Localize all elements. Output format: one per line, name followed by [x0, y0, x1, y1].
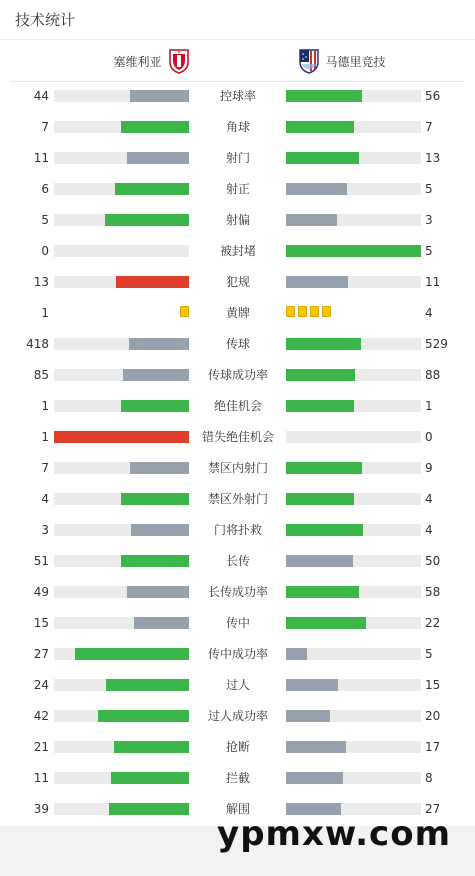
stat-row	[0, 298, 475, 329]
away-stat-value: 56	[425, 89, 441, 103]
home-stat-value: 5	[41, 213, 49, 227]
away-stat-value: 1	[425, 399, 433, 413]
home-stat-value: 39	[33, 802, 49, 816]
away-stat-value: 11	[425, 275, 441, 289]
away-stat-bar-fill	[286, 462, 362, 474]
away-stat-bar-fill	[286, 493, 354, 505]
home-stat-bar-fill	[105, 214, 189, 226]
away-stat-value: 15	[425, 678, 441, 692]
stat-row	[0, 732, 475, 763]
stat-label: 传球	[225, 337, 250, 351]
home-stat-bar-fill	[109, 803, 189, 815]
home-stat-value: 42	[33, 709, 49, 723]
home-stat-bar	[54, 152, 189, 164]
home-stat-bar	[54, 586, 189, 598]
away-stat-bar	[286, 121, 421, 133]
away-stat-value: 27	[425, 802, 441, 816]
stat-row	[0, 670, 475, 701]
away-stat-bar-fill	[286, 741, 346, 753]
home-stat-bar-fill	[115, 183, 189, 195]
stat-label: 传中	[225, 616, 250, 630]
stat-row	[0, 484, 475, 515]
sevilla-crest-icon	[168, 48, 190, 74]
away-stat-value: 3	[425, 213, 433, 227]
stat-label: 拦截	[225, 771, 250, 785]
stat-row	[0, 143, 475, 174]
stat-label: 抢断	[225, 740, 250, 754]
home-stat-bar-fill	[134, 617, 189, 629]
away-stat-bar	[286, 586, 421, 598]
stat-row	[0, 267, 475, 298]
home-stat-bar-fill	[130, 462, 189, 474]
away-yellow-cards	[286, 306, 331, 317]
site-watermark: ypmxw.com	[217, 814, 451, 854]
away-stat-bar-fill	[286, 90, 362, 102]
home-stat-bar	[54, 493, 189, 505]
home-stat-bar	[54, 245, 189, 257]
stat-row	[0, 205, 475, 236]
home-stat-value: 44	[33, 89, 49, 103]
away-stat-bar-fill	[286, 524, 363, 536]
home-stat-bar	[54, 462, 189, 474]
stat-label: 黄牌	[225, 306, 250, 320]
away-stat-bar-fill	[286, 617, 366, 629]
stat-row	[0, 546, 475, 577]
home-team-name: 塞维利亚	[113, 54, 162, 69]
away-stat-value: 4	[425, 306, 433, 320]
stat-label: 绝佳机会	[213, 399, 262, 413]
home-stat-bar	[54, 121, 189, 133]
away-stat-bar-fill	[286, 400, 354, 412]
home-stat-bar	[54, 772, 189, 784]
stat-label: 射门	[225, 151, 250, 165]
stat-row	[0, 515, 475, 546]
away-stat-bar	[286, 90, 421, 102]
home-stat-bar-fill	[75, 648, 189, 660]
away-stat-bar	[286, 431, 421, 443]
home-stat-value: 418	[26, 337, 49, 351]
yellow-card-icon	[180, 306, 189, 317]
teams-bar	[10, 41, 465, 82]
away-stat-bar	[286, 648, 421, 660]
home-stat-value: 24	[33, 678, 49, 692]
home-stat-bar-fill	[54, 431, 189, 443]
home-stat-bar-fill	[116, 276, 189, 288]
home-stat-bar	[54, 183, 189, 195]
home-stat-value: 21	[33, 740, 49, 754]
away-stat-bar	[286, 710, 421, 722]
away-stat-bar-fill	[286, 772, 343, 784]
home-stat-bar	[54, 710, 189, 722]
away-stat-bar	[286, 214, 421, 226]
stat-row	[0, 112, 475, 143]
home-stat-value: 7	[41, 461, 49, 475]
home-stat-value: 11	[33, 151, 49, 165]
stat-label: 传球成功率	[207, 368, 268, 382]
stat-label: 解围	[225, 802, 250, 816]
away-stat-value: 7	[425, 120, 433, 134]
away-stat-value: 4	[425, 492, 433, 506]
away-stat-bar	[286, 276, 421, 288]
away-stat-bar	[286, 741, 421, 753]
away-stat-bar	[286, 338, 421, 350]
away-stat-bar-fill	[286, 710, 330, 722]
home-stat-bar	[54, 214, 189, 226]
away-stat-bar-fill	[286, 245, 421, 257]
away-stat-bar	[286, 772, 421, 784]
away-stat-value: 4	[425, 523, 433, 537]
home-stat-bar-fill	[106, 679, 189, 691]
away-stat-value: 8	[425, 771, 433, 785]
stat-row	[0, 577, 475, 608]
home-stat-bar	[54, 276, 189, 288]
home-stat-bar-fill	[121, 493, 189, 505]
away-stat-value: 5	[425, 244, 433, 258]
away-stat-bar	[286, 183, 421, 195]
home-stat-bar-fill	[111, 772, 189, 784]
home-stat-bar-fill	[127, 152, 189, 164]
stat-label: 长传成功率	[207, 585, 268, 599]
stat-row	[0, 453, 475, 484]
home-stat-bar	[54, 648, 189, 660]
home-stat-bar-fill	[121, 400, 189, 412]
stat-row	[0, 81, 475, 112]
home-stat-value: 0	[41, 244, 49, 258]
stats-list	[0, 81, 475, 825]
stat-row	[0, 236, 475, 267]
home-stat-bar	[54, 400, 189, 412]
home-stat-bar	[54, 803, 189, 815]
home-stat-bar-fill	[123, 369, 189, 381]
home-stat-bar	[54, 338, 189, 350]
away-stat-bar	[286, 369, 421, 381]
stats-header	[0, 0, 475, 40]
away-stat-bar	[286, 152, 421, 164]
home-stat-bar	[54, 369, 189, 381]
home-stat-bar	[54, 431, 189, 443]
away-stat-bar	[286, 617, 421, 629]
stat-row	[0, 391, 475, 422]
away-stat-bar	[286, 462, 421, 474]
home-team[interactable]	[113, 41, 189, 81]
home-stat-bar-fill	[131, 524, 189, 536]
home-stat-bar	[54, 679, 189, 691]
home-stat-bar-fill	[121, 121, 189, 133]
stat-label: 过人	[225, 678, 250, 692]
home-stat-bar	[54, 617, 189, 629]
away-stat-value: 0	[425, 430, 433, 444]
stat-label: 射偏	[225, 213, 250, 227]
away-stat-bar-fill	[286, 586, 359, 598]
stat-row	[0, 608, 475, 639]
home-stat-value: 49	[33, 585, 49, 599]
page-title: 技术统计	[15, 11, 76, 29]
away-stat-value: 5	[425, 182, 433, 196]
home-stat-value: 13	[33, 275, 49, 289]
home-stat-bar-fill	[121, 555, 189, 567]
away-stat-value: 17	[425, 740, 441, 754]
away-stat-bar-fill	[286, 214, 337, 226]
stat-row	[0, 329, 475, 360]
home-stat-bar	[54, 555, 189, 567]
home-stat-bar-fill	[129, 338, 189, 350]
away-stat-bar	[286, 679, 421, 691]
away-stat-bar-fill	[286, 338, 361, 350]
stat-label: 控球率	[219, 89, 256, 103]
away-stat-bar-fill	[286, 183, 347, 195]
away-stat-bar	[286, 400, 421, 412]
home-stat-value: 51	[33, 554, 49, 568]
stat-label: 错失绝佳机会	[201, 430, 274, 444]
stat-row	[0, 360, 475, 391]
yellow-card-icon	[298, 306, 307, 317]
home-stat-value: 7	[41, 120, 49, 134]
away-stat-bar-fill	[286, 369, 355, 381]
away-stat-bar-fill	[286, 121, 354, 133]
away-stat-value: 50	[425, 554, 441, 568]
stat-row	[0, 763, 475, 794]
stat-label: 长传	[225, 554, 250, 568]
stat-row	[0, 422, 475, 453]
away-stat-value: 9	[425, 461, 433, 475]
home-stat-value: 6	[41, 182, 49, 196]
home-stat-value: 85	[33, 368, 49, 382]
yellow-card-icon	[322, 306, 331, 317]
away-team-name: 马德里竞技	[325, 54, 386, 69]
home-stat-bar	[54, 90, 189, 102]
away-stat-bar-fill	[286, 152, 359, 164]
home-stat-value: 1	[41, 430, 49, 444]
away-stat-value: 58	[425, 585, 441, 599]
away-stat-value: 5	[425, 647, 433, 661]
away-stat-bar	[286, 524, 421, 536]
home-stat-value: 3	[41, 523, 49, 537]
home-stat-value: 4	[41, 492, 49, 506]
away-stat-value: 22	[425, 616, 441, 630]
home-stat-bar-fill	[127, 586, 189, 598]
stat-label: 门将扑救	[213, 523, 262, 537]
away-stat-bar-fill	[286, 276, 348, 288]
yellow-card-icon	[310, 306, 319, 317]
home-stat-bar	[54, 524, 189, 536]
away-stat-value: 88	[425, 368, 441, 382]
atletico-crest-icon	[298, 48, 320, 74]
away-stat-bar-fill	[286, 648, 307, 660]
away-team[interactable]	[298, 41, 386, 81]
stat-label: 角球	[225, 120, 250, 134]
away-stat-value: 529	[425, 337, 448, 351]
home-stat-value: 11	[33, 771, 49, 785]
away-stat-bar	[286, 245, 421, 257]
home-stat-bar-fill	[98, 710, 189, 722]
home-stat-bar-fill	[130, 90, 189, 102]
yellow-card-icon	[286, 306, 295, 317]
away-stat-bar	[286, 555, 421, 567]
home-yellow-cards	[180, 306, 189, 317]
stat-label: 被封堵	[219, 244, 256, 258]
away-stat-bar-fill	[286, 555, 353, 567]
away-stat-value: 20	[425, 709, 441, 723]
stat-label: 射正	[225, 182, 250, 196]
away-stat-bar	[286, 493, 421, 505]
home-stat-bar-fill	[114, 741, 189, 753]
home-stat-value: 27	[33, 647, 49, 661]
stat-label: 传中成功率	[207, 647, 268, 661]
away-stat-bar-fill	[286, 679, 338, 691]
home-stat-value: 1	[41, 306, 49, 320]
stat-label: 禁区内射门	[207, 461, 268, 475]
stat-label: 过人成功率	[207, 709, 268, 723]
stat-label: 禁区外射门	[207, 492, 268, 506]
home-stat-value: 15	[33, 616, 49, 630]
stat-row	[0, 701, 475, 732]
stat-label: 犯规	[225, 275, 250, 289]
home-stat-value: 1	[41, 399, 49, 413]
away-stat-value: 13	[425, 151, 441, 165]
stat-row	[0, 174, 475, 205]
stat-row	[0, 639, 475, 670]
home-stat-bar	[54, 741, 189, 753]
